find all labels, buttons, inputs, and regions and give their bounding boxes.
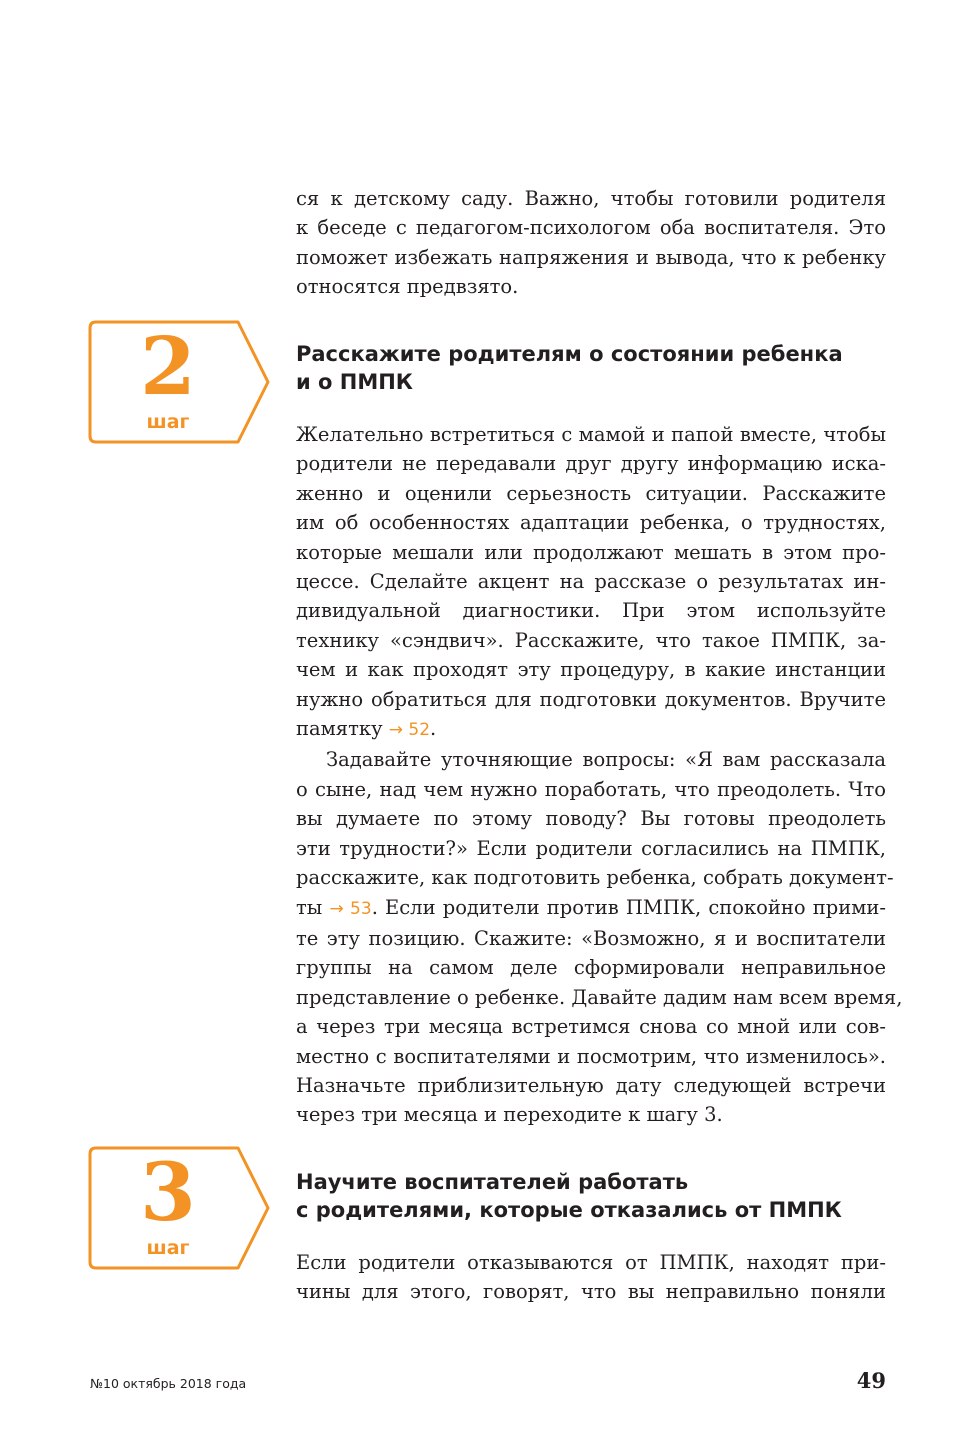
heading-line: Расскажите родителям о состоянии ребенка	[296, 342, 843, 366]
text-line: Если родители отказываются от ПМПК, находят при-	[296, 1251, 886, 1274]
step-label: шаг	[146, 411, 190, 433]
text-line: нужно обратиться для подготовки документов. Вручите	[296, 687, 886, 711]
text-line: представление о ребенке. Давайте дадим нам всем время,	[296, 985, 903, 1009]
intro-paragraph	[296, 184, 886, 302]
page-reference-link[interactable]: → 52	[388, 720, 431, 741]
heading-line: и о ПМПК	[296, 370, 413, 394]
heading-line: Научите воспитателей работать	[296, 1170, 689, 1194]
text-line: ся к детскому саду. Важно, чтобы готовили родителя	[296, 187, 886, 210]
text-line: которые мешали или продолжают мешать в этом про-	[296, 540, 886, 564]
issue-info: №10 октябрь 2018 года	[90, 1376, 247, 1391]
text-fragment: . Если родители против ПМПК, спокойно прими-	[371, 895, 887, 919]
text-line: о сыне, над чем нужно поработать, что преодолеть. Что	[296, 777, 886, 801]
step-2-body	[296, 420, 903, 1130]
text-line: группы на самом деле сформировали неправильное	[296, 956, 886, 980]
text-line: Назначьте приблизительную дату следующей встречи	[296, 1073, 886, 1097]
text-line: Желательно встретиться с мамой и папой вместе, чтобы	[296, 423, 886, 446]
text-line: родители не передавали друг другу информацию иска-	[296, 452, 886, 476]
text-line: цессе. Сделайте акцент на рассказе о результатах ин-	[296, 570, 886, 594]
step-label: шаг	[146, 1237, 190, 1259]
step-3-heading	[296, 1168, 896, 1224]
step-3-badge	[88, 1146, 272, 1272]
text-line: вы думаете по этому поводу? Вы готовы преодолеть	[296, 807, 886, 831]
text-line: местно с воспитателями и посмотрим, что изменилось».	[296, 1044, 886, 1068]
text-line: а через три месяца встретимся снова со мной или сов-	[296, 1015, 886, 1039]
step-number: 3	[140, 1145, 196, 1239]
text-fragment: .	[430, 717, 437, 741]
text-line: те эту позицию. Скажите: «Возможно, я и воспитатели	[296, 926, 886, 950]
text-line: им об особенностях адаптации ребенка, о трудностях,	[296, 511, 886, 535]
page-number: 49	[856, 1368, 886, 1393]
text-line	[296, 893, 886, 924]
step-2-heading	[296, 340, 896, 396]
text-fragment: ты	[296, 895, 330, 919]
text-line: через три месяца и переходите к шагу 3.	[296, 1103, 723, 1127]
heading-line: с родителями, которые отказались от ПМПК	[296, 1198, 842, 1222]
text-fragment: памятку	[296, 717, 389, 741]
step-number: 2	[140, 319, 196, 413]
text-line: технику «сэндвич». Расскажите, что такое ПМПК, за-	[296, 628, 886, 652]
text-line: женно и оценили серьезность ситуации. Расскажите	[296, 481, 886, 505]
text-line: чины для этого, говорят, что вы неправильно поняли	[296, 1280, 886, 1304]
page-reference-link[interactable]: → 53	[329, 898, 372, 919]
text-line: Задавайте уточняющие вопросы: «Я вам рассказала	[326, 748, 886, 772]
text-line: к беседе с педагогом-психологом оба воспитателя. Это	[296, 216, 886, 240]
text-line: эти трудности?» Если родители согласились на ПМПК,	[296, 836, 886, 860]
text-line	[296, 714, 886, 745]
text-line: поможет избежать напряжения и вывода, что к ребенку	[296, 245, 886, 269]
text-line: чем и как проходят эту процедуру, в какие инстанции	[296, 658, 886, 682]
text-line: относятся предвзято.	[296, 275, 519, 299]
step-3-body	[296, 1248, 886, 1307]
text-line: расскажите, как подготовить ребенка, собрать документ-	[296, 866, 894, 890]
text-line: дивидуальной диагностики. При этом используйте	[296, 599, 886, 623]
step-2-badge	[88, 320, 272, 446]
